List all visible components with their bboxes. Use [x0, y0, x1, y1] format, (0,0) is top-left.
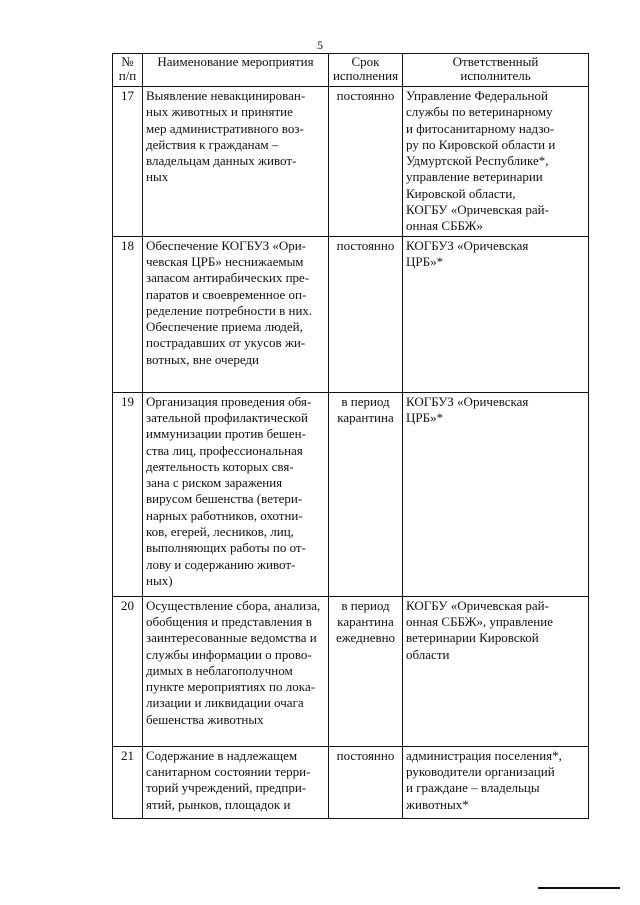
header-measure-name-label: Наименование мероприятия — [157, 54, 314, 69]
footer-rule — [538, 887, 620, 889]
row-number-text: 19 — [121, 393, 134, 409]
term — [329, 392, 403, 596]
header-measure-name — [143, 54, 329, 87]
responsible — [403, 87, 589, 237]
header-responsible — [403, 54, 589, 87]
row-number — [113, 746, 143, 818]
row-number — [113, 392, 143, 596]
header-responsible-label: Ответственный исполнитель — [452, 54, 539, 83]
header-number-label: № п/п — [118, 54, 137, 83]
row-number-text: 20 — [121, 597, 134, 613]
table-row — [113, 392, 589, 596]
measure-name-text: Обеспечение КОГБУЗ «Ори- чевская ЦРБ» неснижаемым запасом антирабических пре- паратов и своевременное оп- ределение потребности в них. Обеспечение приема людей, пострадавших от укусов жи- вотных, вне очереди — [146, 237, 313, 367]
row-number — [113, 596, 143, 746]
measure-name-text: Осуществление сбора, анализа, обобщения и представления в заинтересованные ведомства и службы информации о прово- димых в неблагополучном пункте мероприятиях по локa- лизации и ликвидации очага бешенства животных — [146, 597, 321, 727]
measure-name — [143, 87, 329, 237]
measure-name — [143, 746, 329, 818]
table-row — [113, 87, 589, 237]
term — [329, 87, 403, 237]
table-row — [113, 236, 589, 392]
measure-name — [143, 236, 329, 392]
term-text: в период карантина ежедневно — [335, 597, 396, 646]
measure-name — [143, 596, 329, 746]
header-term-label: Срок исполнения — [332, 54, 399, 83]
term — [329, 236, 403, 392]
row-number-text: 18 — [121, 237, 134, 253]
responsible — [403, 746, 589, 818]
term-text: постоянно — [336, 88, 395, 103]
responsible-text: КОГБУ «Оричевская рай- онная СББЖ», управление ветеринарии Кировской области — [406, 597, 553, 662]
row-number-text: 21 — [121, 747, 134, 763]
responsible-text: КОГБУЗ «Оричевская ЦРБ»* — [406, 237, 529, 269]
row-number — [113, 87, 143, 237]
term-text: постоянно — [336, 237, 395, 253]
measure-name-text: Содержание в надлежащем санитарном состоянии терри- торий учреждений, предпри- ятий, рынков, площадок и — [146, 747, 311, 812]
measure-name-text: Выявление невакцинирован- ных животных и принятие мер административного воз- действия к гражданам – владельцам данных живот- ных — [146, 88, 306, 185]
responsible-text: Управление Федеральной службы по ветеринарному и фитосанитарному надзо- ру по Кировской области и Удмуртской Республике*, управление ветеринарии Кировской области, КОГБУ «Оричевская рай- онная СББЖ» — [406, 88, 556, 234]
term-text: постоянно — [336, 747, 395, 763]
responsible — [403, 392, 589, 596]
responsible-text: администрация поселения*, руководители организаций и граждане – владельцы животных* — [406, 747, 562, 812]
measures-table — [112, 53, 589, 819]
page-number: 5 — [317, 38, 323, 52]
responsible — [403, 236, 589, 392]
table-row — [113, 746, 589, 818]
header-number — [113, 54, 143, 87]
term — [329, 596, 403, 746]
header-term — [329, 54, 403, 87]
table-header-row — [113, 54, 589, 87]
responsible — [403, 596, 589, 746]
table-row — [113, 596, 589, 746]
term-text: в период карантина — [337, 393, 394, 425]
measure-name-text: Организация проведения обя- зательной профилактической иммунизации против бешен- ства лиц, профессиональная деятельность которых свя- зана с риском заражения вирусом бешенства (ветери- нарных работников, охотни- ков, егерей, лесников, лиц, выполняющих работы по от- лову и содержанию живот- ных) — [146, 393, 312, 588]
row-number-text: 17 — [121, 88, 134, 103]
term — [329, 746, 403, 818]
responsible-text: КОГБУЗ «Оричевская ЦРБ»* — [406, 393, 529, 425]
measure-name — [143, 392, 329, 596]
row-number — [113, 236, 143, 392]
